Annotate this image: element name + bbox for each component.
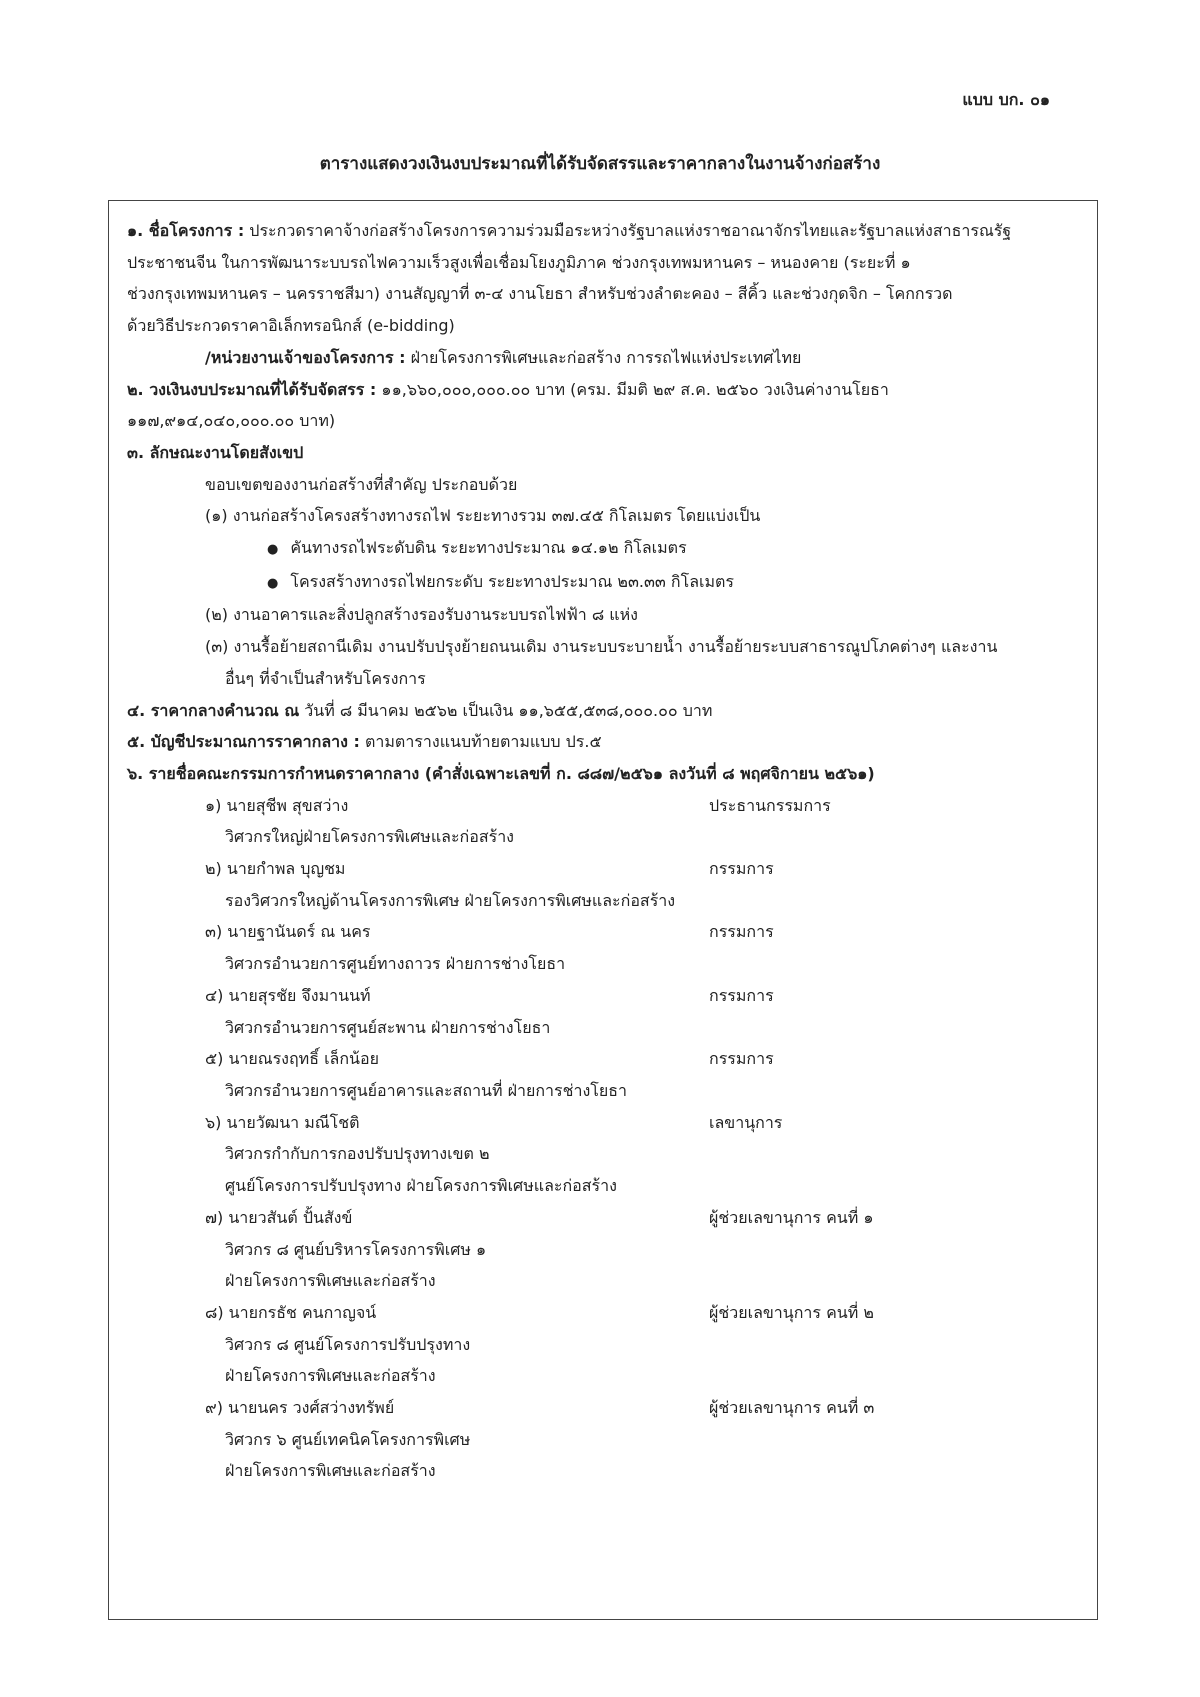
document-title: ตารางแสดงวงเงินงบประมาณที่ได้รับจัดสรรและราคากลางในงานจ้างก่อสร้าง [319, 154, 881, 174]
s3-item: (๓) งานรื้อย้ายสถานีเดิม งานปรับปรุงย้ายถนนเดิม งานระบบระบายน้ำ งานรื้อย้ายระบบสาธารณูปโภคต่างๆ และงาน [205, 637, 998, 657]
owner-line [127, 342, 1085, 374]
s2-line [127, 374, 1085, 406]
member-name: ๕) นายณรงฤทธิ์ เล็กน้อย [205, 1049, 379, 1069]
member-name: ๑) นายสุชีพ สุขสว่าง [205, 795, 349, 815]
committee-member [127, 1392, 1085, 1424]
s5-value: ตามตารางแนบท้ายตามแบบ ปร.๕ [359, 732, 602, 752]
member-name: ๓) นายฐานันดร์ ณ นคร [205, 922, 371, 942]
content [127, 215, 1085, 1487]
committee-member [127, 1043, 1085, 1075]
s4-line [127, 695, 1085, 727]
s5-label: ๕. บัญชีประมาณการราคากลาง : [127, 732, 360, 752]
member-role: กรรมการ [709, 1049, 774, 1069]
s3-intro: ขอบเขตของงานก่อสร้างที่สำคัญ ประกอบด้วย [205, 474, 518, 494]
owner-label: /หน่วยงานเจ้าของโครงการ : [205, 347, 406, 367]
member-name: ๗) นายวสันต์ ปั้นสังข์ [205, 1207, 353, 1227]
member-role: เลขานุการ [709, 1112, 783, 1132]
committee-member [127, 790, 1085, 822]
s6-label: ๖. รายชื่อคณะกรรมการกำหนดราคากลาง (คำสั่งเฉพาะเลขที่ ก. ๘๘๗/๒๕๖๑ ลงวันที่ ๘ พฤศจิกายน ๒๕๖๑) [127, 763, 875, 783]
committee-member [127, 980, 1085, 1012]
s1-line [127, 215, 1085, 247]
member-role: ประธานกรรมการ [709, 795, 831, 815]
s3-label: ๓. ลักษณะงานโดยสังเขป [127, 442, 304, 462]
s4-value: วันที่ ๘ มีนาคม ๒๕๖๒ เป็นเงิน ๑๑,๖๕๕,๕๓๘,๐๐๐.๐๐ บาท [299, 700, 713, 720]
committee-member [127, 853, 1085, 885]
committee-member [127, 1202, 1085, 1234]
member-position: ฝ่ายโครงการพิเศษและก่อสร้าง [225, 1271, 436, 1291]
committee-member [127, 916, 1085, 948]
member-position: วิศวกรกำกับการกองปรับปรุงทางเขต ๒ [225, 1144, 490, 1164]
s1-line: ช่วงกรุงเทพมหานคร – นครราชสีมา) งานสัญญาที่ ๓-๔ งานโยธา สำหรับช่วงลำตะคอง – สีคิ้ว และช่วงกุดจิก – โคกกรวด [127, 284, 953, 304]
s1-text: ประกวดราคาจ้างก่อสร้างโครงการความร่วมมือระหว่างรัฐบาลแห่งราชอาณาจักรไทยและรัฐบาลแห่งสาธารณรัฐ [244, 221, 1012, 240]
member-position: วิศวกรอำนวยการศูนย์สะพาน ฝ่ายการช่างโยธา [225, 1017, 551, 1037]
committee-member [127, 1297, 1085, 1329]
committee-member [127, 1107, 1085, 1139]
member-role: กรรมการ [709, 859, 774, 879]
s2-label: ๒. วงเงินงบประมาณที่ได้รับจัดสรร : [127, 379, 377, 399]
s5-line [127, 726, 1085, 758]
member-position: วิศวกรอำนวยการศูนย์อาคารและสถานที่ ฝ่ายการช่างโยธา [225, 1080, 627, 1100]
committee-list [127, 790, 1085, 1487]
owner-value: ฝ่ายโครงการพิเศษและก่อสร้าง การรถไฟแห่งประเทศไทย [405, 347, 802, 367]
member-role: ผู้ช่วยเลขานุการ คนที่ ๓ [709, 1398, 875, 1418]
s1-line: ด้วยวิธีประกวดราคาอิเล็กทรอนิกส์ (e-bidding) [127, 316, 455, 336]
s2-line: ๑๑๗,๙๑๔,๐๔๐,๐๐๐.๐๐ บาท) [127, 411, 336, 431]
member-position: รองวิศวกรใหญ่ด้านโครงการพิเศษ ฝ่ายโครงการพิเศษและก่อสร้าง [225, 890, 676, 910]
member-name: ๖) นายวัฒนา มณีโชติ [205, 1112, 360, 1132]
member-position: วิศวกรใหญ่ฝ่ายโครงการพิเศษและก่อสร้าง [225, 827, 514, 847]
member-role: กรรมการ [709, 985, 774, 1005]
s3-item: (๑) งานก่อสร้างโครงสร้างทางรถไฟ ระยะทางรวม ๓๗.๔๕ กิโลเมตร โดยแบ่งเป็น [205, 506, 761, 526]
s1-label: ๑. ชื่อโครงการ : [127, 221, 245, 240]
member-role: ผู้ช่วยเลขานุการ คนที่ ๑ [709, 1207, 874, 1227]
s3-bullet: ● โครงสร้างทางรถไฟยกระดับ ระยะทางประมาณ ๒๓.๓๓ กิโลเมตร [127, 566, 1085, 600]
member-position: ศูนย์โครงการปรับปรุงทาง ฝ่ายโครงการพิเศษและก่อสร้าง [225, 1176, 617, 1196]
member-position: วิศวกร ๘ ศูนย์โครงการปรับปรุงทาง [225, 1334, 471, 1354]
s4-label: ๔. ราคากลางคำนวณ ณ [127, 700, 300, 720]
member-role: ผู้ช่วยเลขานุการ คนที่ ๒ [709, 1302, 874, 1322]
s3-item: อื่นๆ ที่จำเป็นสำหรับโครงการ [225, 668, 426, 688]
s3-item: (๒) งานอาคารและสิ่งปลูกสร้างรองรับงานระบบรถไฟฟ้า ๘ แห่ง [205, 605, 638, 625]
member-role: กรรมการ [709, 922, 774, 942]
member-position: วิศวกร ๖ ศูนย์เทคนิคโครงการพิเศษ [225, 1429, 471, 1449]
s1-line: ประชาชนจีน ในการพัฒนาระบบรถไฟความเร็วสูงเพื่อเชื่อมโยงภูมิภาค ช่วงกรุงเทพมหานคร – หนองคาย (ระยะที่ ๑ [127, 252, 911, 272]
member-name: ๘) นายกรธัช คนกาญจน์ [205, 1302, 377, 1322]
member-position: ฝ่ายโครงการพิเศษและก่อสร้าง [225, 1366, 436, 1386]
s2-value: ๑๑,๖๖๐,๐๐๐,๐๐๐.๐๐ บาท (ครม. มีมติ ๒๙ ส.ค. ๒๕๖๐ วงเงินค่างานโยธา [376, 379, 889, 399]
member-name: ๙) นายนคร วงศ์สว่างทรัพย์ [205, 1398, 395, 1418]
s3-bullet: ● คันทางรถไฟระดับดิน ระยะทางประมาณ ๑๔.๑๒ กิโลเมตร [127, 532, 1085, 566]
form-code: แบบ บก. ๐๑ [962, 90, 1050, 109]
content-box [108, 200, 1098, 1620]
member-position: วิศวกรอำนวยการศูนย์ทางถาวร ฝ่ายการช่างโยธา [225, 954, 566, 974]
member-name: ๒) นายกำพล บุญชม [205, 859, 346, 879]
member-position: วิศวกร ๘ ศูนย์บริหารโครงการพิเศษ ๑ [225, 1239, 487, 1259]
member-name: ๔) นายสุรชัย จึงมานนท์ [205, 985, 371, 1005]
member-position: ฝ่ายโครงการพิเศษและก่อสร้าง [225, 1461, 436, 1481]
